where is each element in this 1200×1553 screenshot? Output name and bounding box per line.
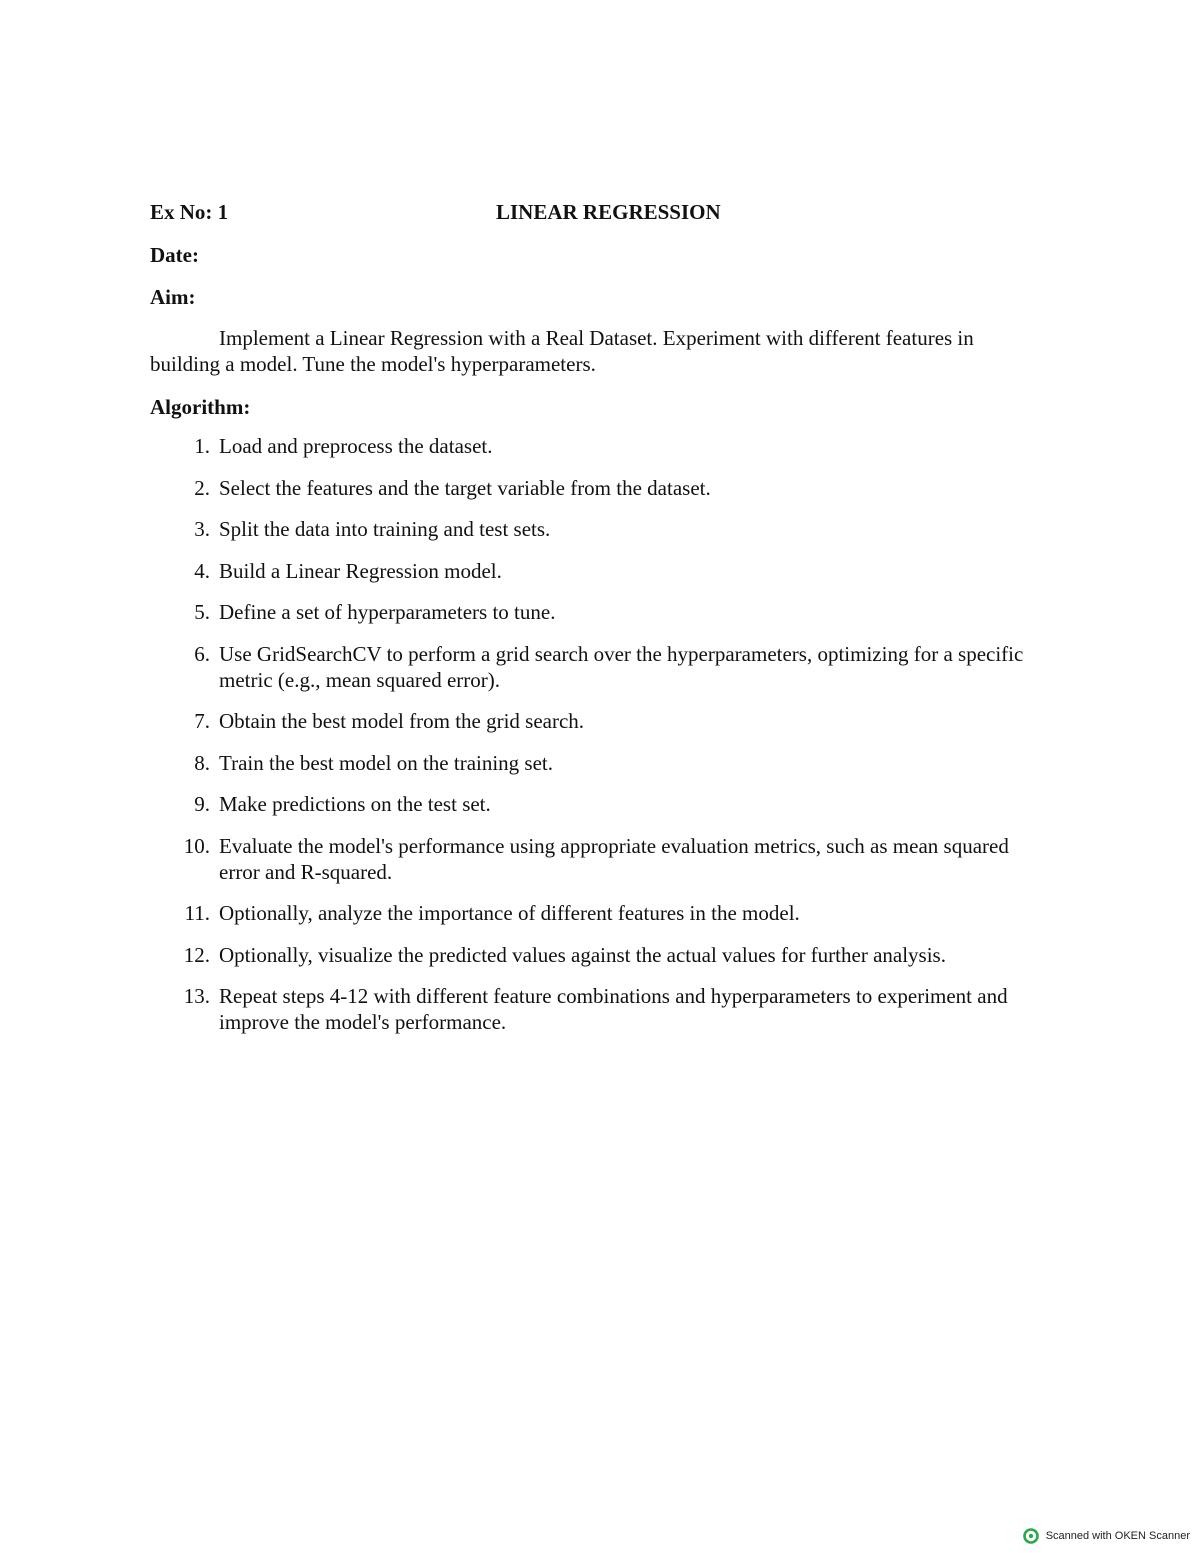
algorithm-step [150, 750, 1050, 776]
step-number: 2. [194, 475, 210, 500]
step-text: Optionally, visualize the predicted values against the actual values for further analysis. [219, 942, 946, 967]
step-text: Load and preprocess the dataset. [219, 434, 493, 458]
document-title: LINEAR REGRESSION [496, 200, 721, 224]
step-text: Use GridSearchCV to perform a grid search over the hyperparameters, optimizing for a specific metric (e.g., mean squared error). [219, 641, 1024, 692]
step-number: 5. [194, 600, 210, 624]
scanner-watermark-text: Scanned with OKEN Scanner [1045, 1530, 1190, 1542]
algorithm-step [150, 900, 1050, 926]
scanner-watermark [1023, 1527, 1190, 1545]
scanner-logo-icon [1023, 1528, 1039, 1544]
step-text: Optionally, analyze the importance of different features in the model. [219, 901, 800, 925]
step-text: Select the features and the target variable from the dataset. [219, 475, 711, 500]
algorithm-step [150, 516, 1050, 542]
step-number: 13. [183, 984, 210, 1008]
step-text: Build a Linear Regression model. [219, 558, 502, 583]
header-row [150, 200, 1050, 230]
date-label: Date: [150, 243, 199, 267]
algorithm-step [150, 983, 1050, 1035]
step-text: Define a set of hyperparameters to tune. [219, 600, 556, 624]
algorithm-step [150, 791, 1050, 817]
step-number: 12. [183, 942, 210, 967]
step-text: Obtain the best model from the grid search. [219, 709, 585, 733]
aim-text: Implement a Linear Regression with a Real Dataset. Experiment with different features in building a model. Tune the model's hyperparameters. [150, 326, 974, 376]
algorithm-heading: Algorithm: [150, 395, 251, 419]
algorithm-step [150, 641, 1050, 693]
step-text: Repeat steps 4-12 with different feature combinations and hyperparameters to experiment and improve the model's performance. [219, 984, 1008, 1034]
step-number: 3. [194, 517, 210, 541]
step-number: 9. [194, 792, 210, 816]
step-text: Make predictions on the test set. [219, 792, 491, 816]
algorithm-step [150, 475, 1050, 501]
step-number: 4. [194, 558, 210, 583]
step-number: 6. [194, 641, 210, 666]
step-text: Evaluate the model's performance using appropriate evaluation metrics, such as mean squared error and R-squared. [219, 833, 1009, 884]
step-number: 1. [194, 434, 210, 458]
algorithm-step [150, 708, 1050, 734]
step-number: 7. [194, 709, 210, 733]
algorithm-steps [150, 433, 1050, 1051]
step-number: 8. [194, 750, 210, 775]
algorithm-step [150, 599, 1050, 625]
algorithm-step [150, 558, 1050, 584]
algorithm-step [150, 942, 1050, 968]
algorithm-step [150, 433, 1050, 459]
algorithm-step [150, 833, 1050, 885]
step-text: Split the data into training and test sets. [219, 517, 551, 541]
step-number: 10. [183, 833, 210, 858]
exercise-number: Ex No: 1 [150, 200, 229, 224]
step-text: Train the best model on the training set. [219, 750, 554, 775]
step-number: 11. [184, 901, 210, 925]
aim-heading: Aim: [150, 285, 196, 309]
